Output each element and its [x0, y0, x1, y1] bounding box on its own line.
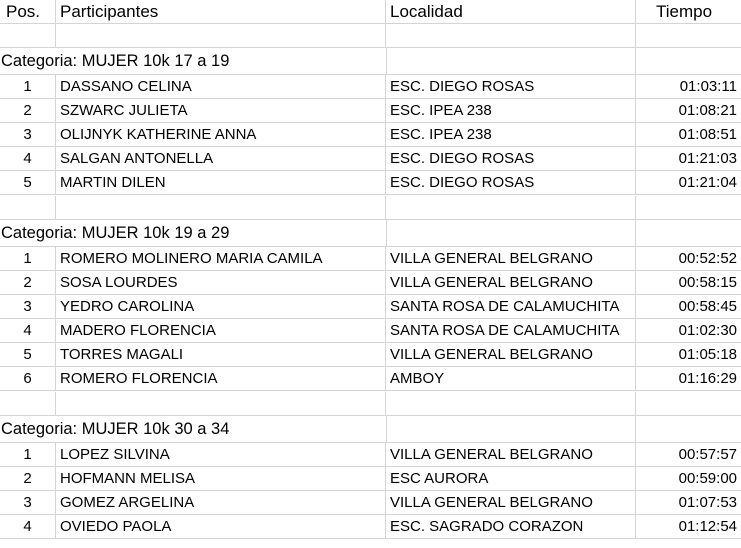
participant-name-cell[interactable]: HOFMANN MELISA	[56, 467, 386, 491]
position-cell[interactable]: 6	[0, 367, 56, 391]
localidad-cell[interactable]: VILLA GENERAL BELGRANO	[386, 443, 636, 467]
position-cell[interactable]: 5	[0, 171, 56, 195]
table-row	[0, 99, 741, 123]
participant-name-cell[interactable]: YEDRO CAROLINA	[56, 295, 386, 319]
tiempo-cell[interactable]: 00:58:15	[636, 271, 741, 295]
participant-name-cell[interactable]: LOPEZ SILVINA	[56, 443, 386, 467]
empty-cell[interactable]	[0, 196, 56, 220]
empty-cell[interactable]	[56, 392, 386, 416]
category-row	[0, 416, 741, 443]
empty-cell[interactable]	[636, 392, 741, 416]
position-cell[interactable]: 4	[0, 515, 56, 539]
table-row	[0, 271, 741, 295]
blank-row	[0, 196, 741, 220]
position-cell[interactable]: 1	[0, 247, 56, 271]
localidad-cell[interactable]: ESC. DIEGO ROSAS	[386, 147, 636, 171]
participant-name-cell[interactable]: TORRES MAGALI	[56, 343, 386, 367]
blank-row	[0, 24, 741, 48]
position-cell[interactable]: 3	[0, 123, 56, 147]
empty-cell[interactable]	[386, 416, 636, 443]
position-cell[interactable]: 1	[0, 75, 56, 99]
empty-cell[interactable]	[56, 24, 386, 48]
blank-row	[0, 392, 741, 416]
tiempo-cell[interactable]: 01:12:54	[636, 515, 741, 539]
participant-name-cell[interactable]: MADERO FLORENCIA	[56, 319, 386, 343]
position-cell[interactable]: 3	[0, 491, 56, 515]
table-row	[0, 443, 741, 467]
localidad-cell[interactable]: ESC. IPEA 238	[386, 99, 636, 123]
localidad-cell[interactable]: VILLA GENERAL BELGRANO	[386, 247, 636, 271]
participant-name-cell[interactable]: OVIEDO PAOLA	[56, 515, 386, 539]
table-row	[0, 467, 741, 491]
empty-cell[interactable]	[386, 48, 636, 75]
localidad-cell[interactable]: ESC. SAGRADO CORAZON	[386, 515, 636, 539]
category-label: Categoria: MUJER 10k 19 a 29	[1, 224, 230, 242]
empty-cell[interactable]	[636, 196, 741, 220]
header-localidad[interactable]: Localidad	[386, 0, 636, 24]
localidad-cell[interactable]: AMBOY	[386, 367, 636, 391]
tiempo-cell[interactable]: 01:21:04	[636, 171, 741, 195]
participant-name-cell[interactable]: SZWARC JULIETA	[56, 99, 386, 123]
tiempo-cell[interactable]: 01:07:53	[636, 491, 741, 515]
localidad-cell[interactable]: SANTA ROSA DE CALAMUCHITA	[386, 319, 636, 343]
localidad-cell[interactable]: ESC. DIEGO ROSAS	[386, 171, 636, 195]
header-pos[interactable]: Pos.	[0, 0, 56, 24]
empty-cell[interactable]	[386, 24, 636, 48]
tiempo-cell[interactable]: 01:03:11	[636, 75, 741, 99]
position-cell[interactable]: 5	[0, 343, 56, 367]
table-row	[0, 343, 741, 367]
tiempo-cell[interactable]: 00:58:45	[636, 295, 741, 319]
participant-name-cell[interactable]: ROMERO MOLINERO MARIA CAMILA	[56, 247, 386, 271]
category-row	[0, 220, 741, 247]
empty-cell[interactable]	[386, 196, 636, 220]
position-cell[interactable]: 1	[0, 443, 56, 467]
participant-name-cell[interactable]: MARTIN DILEN	[56, 171, 386, 195]
table-row	[0, 319, 741, 343]
table-row	[0, 147, 741, 171]
localidad-cell[interactable]: VILLA GENERAL BELGRANO	[386, 271, 636, 295]
header-row	[0, 0, 741, 24]
localidad-cell[interactable]: VILLA GENERAL BELGRANO	[386, 343, 636, 367]
empty-cell[interactable]	[386, 220, 636, 247]
tiempo-cell[interactable]: 01:05:18	[636, 343, 741, 367]
table-row	[0, 75, 741, 99]
table-row	[0, 123, 741, 147]
participant-name-cell[interactable]: SALGAN ANTONELLA	[56, 147, 386, 171]
empty-cell[interactable]	[56, 196, 386, 220]
empty-cell[interactable]	[636, 416, 741, 443]
localidad-cell[interactable]: SANTA ROSA DE CALAMUCHITA	[386, 295, 636, 319]
empty-cell[interactable]	[0, 24, 56, 48]
table-row	[0, 247, 741, 271]
tiempo-cell[interactable]: 01:02:30	[636, 319, 741, 343]
tiempo-cell[interactable]: 01:08:21	[636, 99, 741, 123]
position-cell[interactable]: 2	[0, 467, 56, 491]
empty-cell[interactable]	[636, 24, 741, 48]
participant-name-cell[interactable]: DASSANO CELINA	[56, 75, 386, 99]
table-row	[0, 491, 741, 515]
participant-name-cell[interactable]: OLIJNYK KATHERINE ANNA	[56, 123, 386, 147]
tiempo-cell[interactable]: 01:21:03	[636, 147, 741, 171]
table-row	[0, 295, 741, 319]
category-row	[0, 48, 741, 75]
tiempo-cell[interactable]: 00:59:00	[636, 467, 741, 491]
header-tiempo[interactable]: Tiempo	[636, 0, 741, 24]
category-label: Categoria: MUJER 10k 17 a 19	[1, 52, 230, 70]
tiempo-cell[interactable]: 01:16:29	[636, 367, 741, 391]
header-participantes[interactable]: Participantes	[56, 0, 386, 24]
position-cell[interactable]: 3	[0, 295, 56, 319]
participant-name-cell[interactable]: GOMEZ ARGELINA	[56, 491, 386, 515]
empty-cell[interactable]	[0, 392, 56, 416]
empty-cell[interactable]	[386, 392, 636, 416]
localidad-cell[interactable]: ESC. IPEA 238	[386, 123, 636, 147]
position-cell[interactable]: 4	[0, 147, 56, 171]
empty-cell[interactable]	[636, 220, 741, 247]
position-cell[interactable]: 4	[0, 319, 56, 343]
tiempo-cell[interactable]: 01:08:51	[636, 123, 741, 147]
position-cell[interactable]: 2	[0, 99, 56, 123]
empty-cell[interactable]	[636, 48, 741, 75]
category-label: Categoria: MUJER 10k 30 a 34	[1, 420, 230, 438]
table-row	[0, 515, 741, 539]
tiempo-cell[interactable]: 00:57:57	[636, 443, 741, 467]
table-row	[0, 367, 741, 391]
participant-name-cell[interactable]: ROMERO FLORENCIA	[56, 367, 386, 391]
localidad-cell[interactable]: ESC. DIEGO ROSAS	[386, 75, 636, 99]
participant-name-cell[interactable]: SOSA LOURDES	[56, 271, 386, 295]
tiempo-cell[interactable]: 00:52:52	[636, 247, 741, 271]
table-row	[0, 171, 741, 195]
position-cell[interactable]: 2	[0, 271, 56, 295]
localidad-cell[interactable]: ESC AURORA	[386, 467, 636, 491]
localidad-cell[interactable]: VILLA GENERAL BELGRANO	[386, 491, 636, 515]
